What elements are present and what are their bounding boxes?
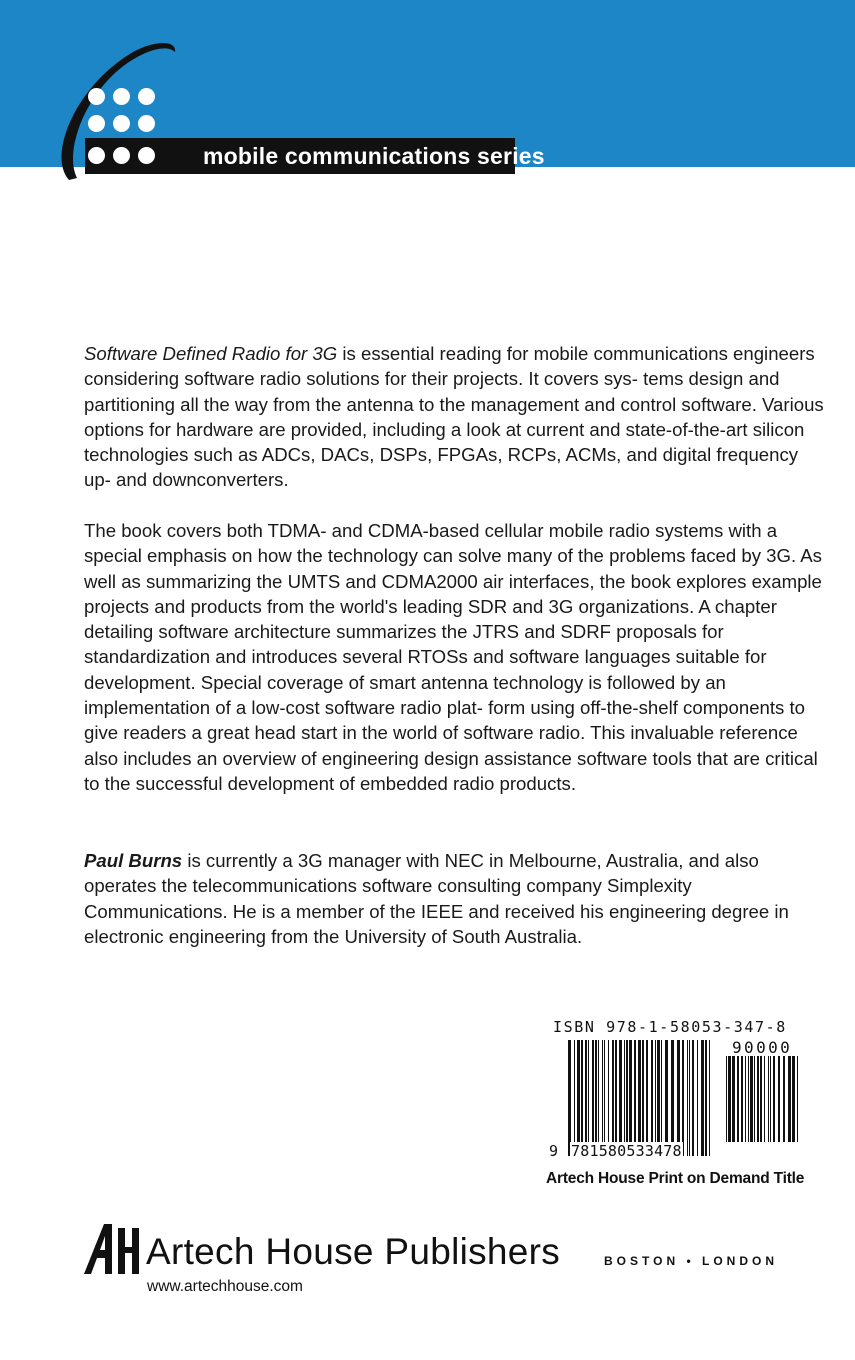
barcode-bar [682,1040,684,1156]
barcode-bar [768,1056,769,1142]
barcode-bar [626,1040,628,1156]
logo-dot [88,88,105,105]
barcode-bar [726,1056,727,1142]
publisher-name: Artech House Publishers [146,1231,561,1272]
book-title: Software Defined Radio for 3G [84,343,338,364]
logo-dot [138,115,155,132]
barcode-bar [792,1056,795,1142]
barcode-bar [619,1040,622,1156]
logo-dot [113,115,130,132]
logo-dot [113,147,130,164]
barcode-bar [689,1040,690,1156]
barcode-digits: 781580533478 [571,1142,682,1160]
isbn-barcode [548,1018,808,1168]
barcode-bar [577,1040,580,1156]
barcode-bar [773,1056,775,1142]
barcode-bar [778,1056,780,1142]
barcode-bar [770,1056,771,1142]
barcode-bar [750,1056,753,1142]
barcode-bar [612,1040,614,1156]
logo-dot [113,88,130,105]
print-on-demand-title: Artech House Print on Demand Title [546,1170,805,1187]
isbn-number: ISBN 978-1-58053-347-8 [553,1018,787,1036]
author-name: Paul Burns [84,850,183,871]
barcode-bar [651,1040,653,1156]
series-label-bar [85,138,545,174]
artech-house-logo [82,1222,140,1278]
barcode-bar [642,1040,644,1156]
barcode-bar [615,1040,617,1156]
barcode-bar [701,1040,704,1156]
barcode-bar [709,1040,710,1156]
barcode-bar [705,1040,707,1156]
barcode-bar [687,1040,688,1156]
barcode-bar [760,1056,762,1142]
barcode-bar [604,1040,605,1156]
logo-dot [88,115,105,132]
barcode-bar [638,1040,641,1156]
author-bio [84,848,824,949]
barcode-bar [788,1056,791,1142]
barcode-bar [677,1040,680,1156]
barcode-bar [661,1040,662,1156]
barcode-bar [629,1040,632,1156]
barcode-bar [581,1040,583,1156]
description-paragraph-2: The book covers both TDMA- and CDMA-based cellular mobile radio systems with a special emphasis on how the technology can solve many of the problems faced by 3G. As well as summarizing the UMTS and CDMA2000 air interfaces, the book explores example projects and products from the world's leading SDR and 3G organizations. A chapter detailing software architecture summarizes the JTRS and SDRF proposals for standardization and introduces several RTOSs and software languages suitable for development. Special coverage of smart antenna technology is followed by an implementation of a low-cost software radio plat- form using off-the-shelf components to give readers a great head start in the world of software radio. This invaluable reference also includes an overview of engineering design assistance software tools that are critical to the successful development of embedded radio products. [84,520,822,794]
barcode-bar [602,1040,603,1156]
barcode-bar [745,1056,746,1142]
barcode-bar [754,1056,755,1142]
barcode-bar [568,1040,571,1156]
barcode-bar [655,1040,656,1156]
publisher-url: www.artechhouse.com [147,1278,303,1295]
barcode-bar [657,1040,660,1156]
barcode-bar [574,1040,575,1156]
barcode-bar [741,1056,743,1142]
barcode-bar [671,1040,674,1156]
barcode-bar [764,1056,765,1142]
author-bio-text: is currently a 3G manager with NEC in Melbourne, Australia, and also operates the telecommunications software consulting company Simplexity Communications. He is a member of the IEEE and received his engineering degree in electronic engineering from the University of South Australia. [84,850,789,947]
logo-dot [138,147,155,164]
logo-dot [138,88,155,105]
barcode-bar [588,1040,589,1156]
barcode-bar [737,1056,739,1142]
price-code: 90000 [732,1038,793,1057]
barcode-bar [728,1056,731,1142]
description-text: is essential reading for mobile communications engineers considering software radio solutions for their projects. It covers sys- tems design and partitioning all the way from the antenna to the management and control software. Various options for hardware are provided, including a look at current and state-of-the-art silicon technologies such as ADCs, DACs, DSPs, FPGAs, RCPs, ACMs, and digital frequency up- and downconverters. [84,343,824,491]
barcode-bar [748,1056,749,1142]
barcode-bar [646,1040,648,1156]
barcode-bar [797,1056,798,1142]
series-label: mobile communications series [203,143,545,169]
barcode-bar [732,1056,735,1142]
barcode-bar [757,1056,759,1142]
barcode-bar [595,1040,597,1156]
publisher-cities: BOSTON • LONDON [604,1254,778,1268]
barcode-bar [783,1056,785,1142]
barcode-bar [697,1040,698,1156]
barcode-bar [592,1040,594,1156]
description-paragraph-1 [84,341,824,493]
barcode-bar [665,1040,668,1156]
barcode-lead-digit: 9 [549,1142,559,1160]
barcode-bar [692,1040,694,1156]
logo-dot [88,147,105,164]
barcode-bar [608,1040,609,1156]
barcode-bar [598,1040,599,1156]
barcode-bar [624,1040,625,1156]
series-logo [55,38,545,188]
barcode-bar [585,1040,587,1156]
barcode-bar [634,1040,636,1156]
